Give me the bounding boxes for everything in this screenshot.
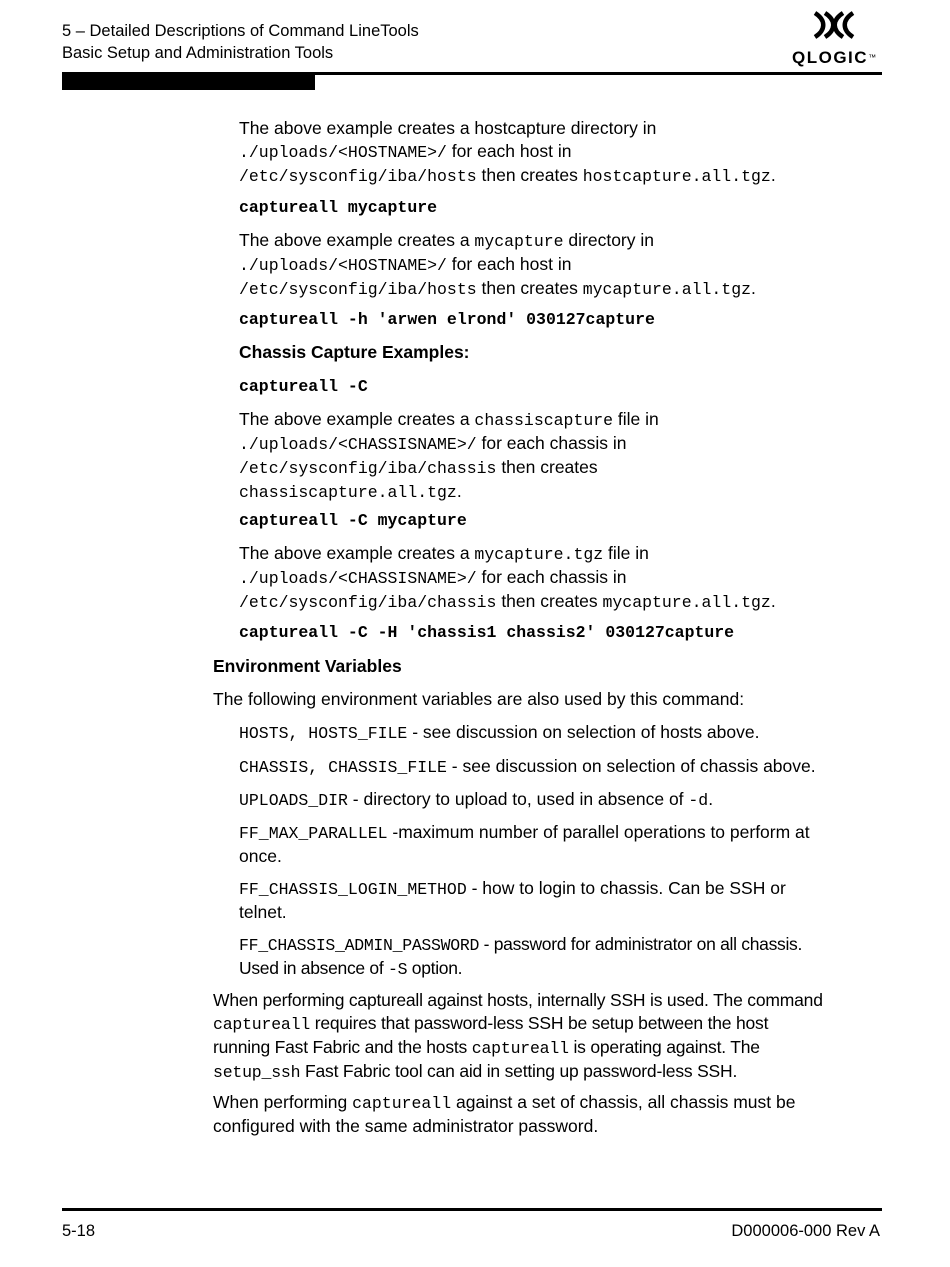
qlogic-logo-mark xyxy=(812,10,856,40)
heading-environment-variables: Environment Variables xyxy=(213,656,402,676)
paragraph-chassiscapture-example: The above example creates a chassiscapture file in ./uploads/<CHASSISNAME>/ for each chassis in /etc/sysconfig/iba/chassis then creates chassiscapture.all.tgz. xyxy=(239,409,659,502)
header-section-title: Basic Setup and Administration Tools xyxy=(62,44,334,62)
code-example-captureall-C-H: captureall -C -H 'chassis1 chassis2' 030127capture xyxy=(239,623,735,642)
header-black-bar xyxy=(62,75,315,90)
qlogic-logo xyxy=(792,8,882,67)
env-var-ff-chassis-admin-password: FF_CHASSIS_ADMIN_PASSWORD - password for administrator on all chassis. Used in absence of -S option. xyxy=(239,934,803,979)
footer-rule xyxy=(62,1208,882,1211)
header-chapter-title: 5 – Detailed Descriptions of Command LineTools xyxy=(62,22,419,40)
paragraph-chassis-password: When performing captureall against a set of chassis, all chassis must be configured with the same administrator password. xyxy=(213,1092,796,1136)
heading-chassis-capture-examples: Chassis Capture Examples: xyxy=(239,342,470,362)
paragraph-hostcapture-example: The above example creates a hostcapture directory in ./uploads/<HOSTNAME>/ for each host in /etc/sysconfig/iba/hosts then creates hostcapture.all.tgz. xyxy=(239,118,776,186)
env-var-name: HOSTS, HOSTS_FILE xyxy=(239,724,408,743)
code-example-captureall-mycapture: captureall mycapture xyxy=(239,198,438,217)
env-var-hosts: HOSTS, HOSTS_FILE - see discussion on selection of hosts above. xyxy=(239,722,760,743)
document-id: D000006-000 Rev A xyxy=(731,1222,880,1240)
env-var-name: FF_CHASSIS_LOGIN_METHOD xyxy=(239,880,467,899)
paragraph-env-intro: The following environment variables are also used by this command: xyxy=(213,689,745,709)
env-var-uploads-dir: UPLOADS_DIR - directory to upload to, used in absence of -d. xyxy=(239,789,714,810)
page-number: 5-18 xyxy=(62,1222,96,1240)
env-var-name: CHASSIS, CHASSIS_FILE xyxy=(239,758,447,777)
paragraph-mycapture-tgz-example: The above example creates a mycapture.tgz file in ./uploads/<CHASSISNAME>/ for each chassis in /etc/sysconfig/iba/chassis then creates mycapture.all.tgz. xyxy=(239,543,776,612)
code-example-captureall-C: captureall -C xyxy=(239,377,368,396)
env-var-ff-max-parallel: FF_MAX_PARALLEL -maximum number of parallel operations to perform at once. xyxy=(239,822,810,866)
env-var-name: FF_CHASSIS_ADMIN_PASSWORD xyxy=(239,936,480,955)
env-var-name: UPLOADS_DIR xyxy=(239,791,348,810)
paragraph-ssh-requirement: When performing captureall against hosts, internally SSH is used. The command captureall requires that password-less SSH be setup between the host running Fast Fabric and the hosts captureall is operating against. The setup_ssh Fast Fabric tool can aid in setting up password-less SSH. xyxy=(213,990,823,1082)
env-var-name: FF_MAX_PARALLEL xyxy=(239,824,388,843)
qlogic-logo-text: QLOGIC™ xyxy=(792,48,878,67)
env-var-ff-chassis-login-method: FF_CHASSIS_LOGIN_METHOD - how to login to chassis. Can be SSH or telnet. xyxy=(239,878,786,922)
code-example-captureall-C-mycapture: captureall -C mycapture xyxy=(239,511,467,530)
paragraph-mycapture-example: The above example creates a mycapture directory in ./uploads/<HOSTNAME>/ for each host in /etc/sysconfig/iba/hosts then creates mycapture.all.tgz. xyxy=(239,230,756,299)
env-var-chassis: CHASSIS, CHASSIS_FILE - see discussion on selection of chassis above. xyxy=(239,756,816,777)
code-example-captureall-h: captureall -h 'arwen elrond' 030127capture xyxy=(239,310,655,329)
